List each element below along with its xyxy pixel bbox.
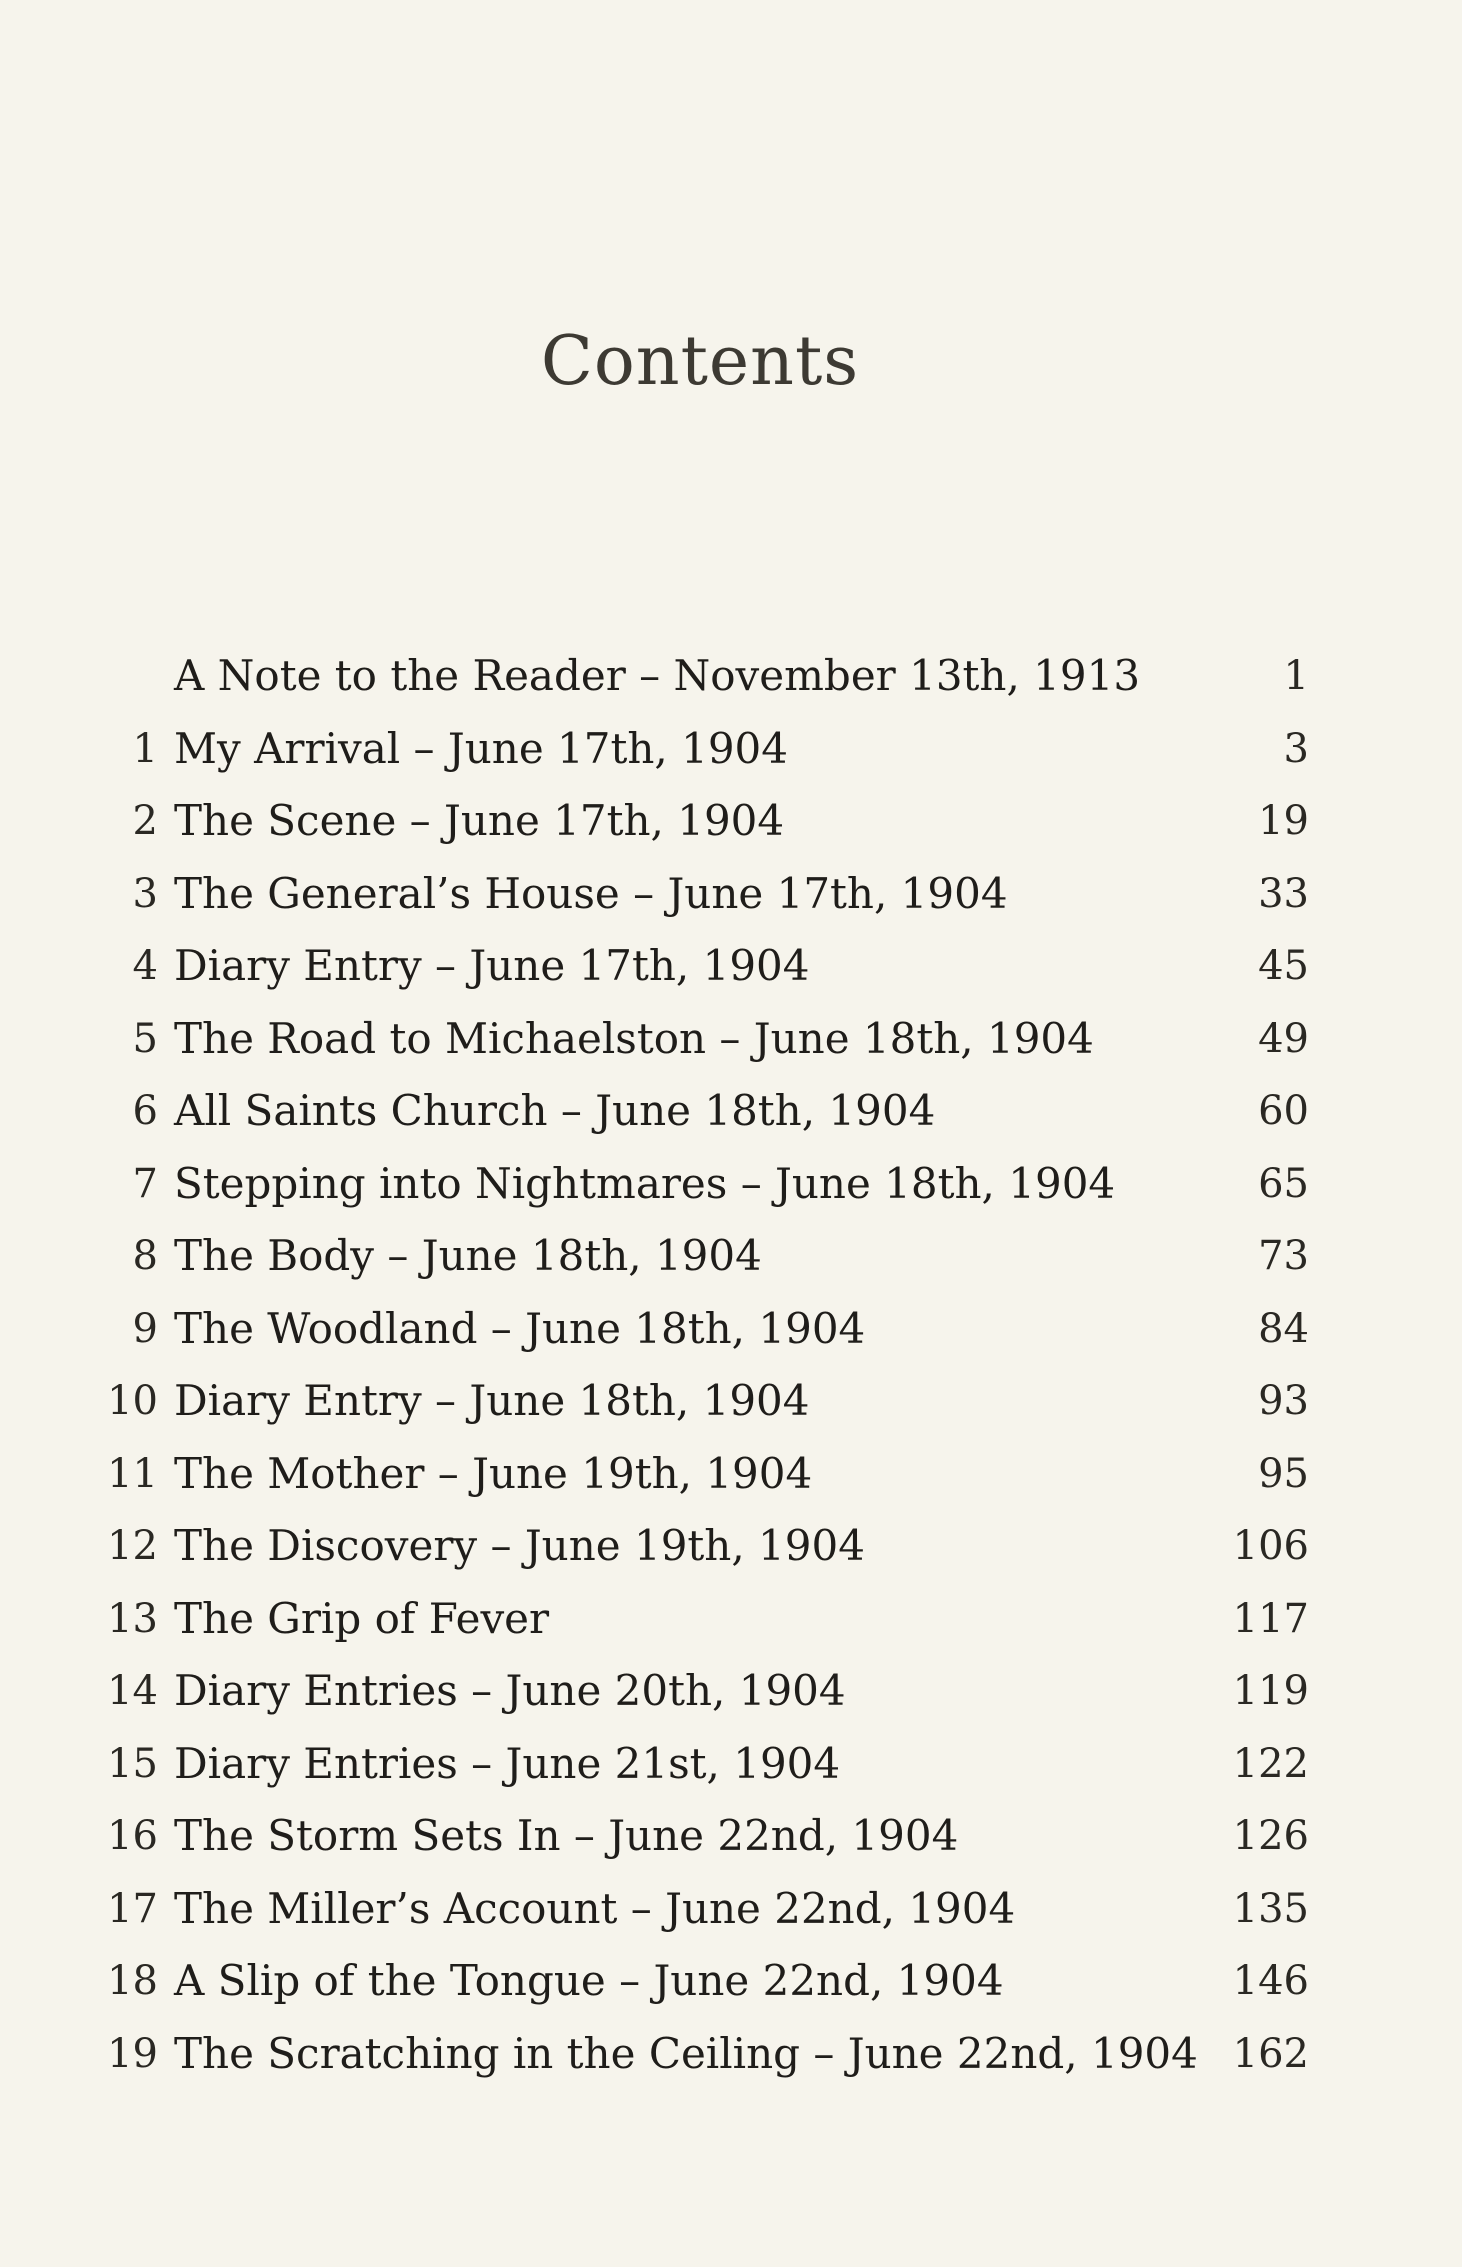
chapter-number: 3: [132, 870, 158, 917]
chapter-number: 4: [132, 943, 158, 989]
toc-entry: [0, 1365, 1462, 1438]
toc-entry: [0, 1003, 1462, 1076]
chapter-title: All Saints Church – June 18th, 1904: [174, 1086, 936, 1135]
chapter-number: 10: [107, 1378, 158, 1424]
chapter-title: Diary Entries – June 20th, 1904: [174, 1666, 846, 1715]
page-number: 3: [1283, 725, 1309, 772]
page-number: 119: [1232, 1668, 1309, 1714]
toc-entry: [0, 930, 1462, 1003]
page-number: 126: [1232, 1813, 1309, 1859]
chapter-number: 18: [107, 1958, 158, 2004]
page-number: 106: [1232, 1523, 1309, 1569]
toc-entry: [0, 1075, 1462, 1148]
chapter-number: 12: [107, 1523, 158, 1569]
chapter-number: 17: [107, 1885, 158, 1932]
chapter-title: Diary Entry – June 17th, 1904: [174, 941, 810, 990]
chapter-title: The Mother – June 19th, 1904: [174, 1448, 813, 1498]
page-number: 19: [1258, 798, 1309, 844]
page-number: 33: [1258, 870, 1309, 917]
page-number: 95: [1258, 1450, 1309, 1497]
toc-entry: [0, 1945, 1462, 2018]
toc-entry: [0, 1728, 1462, 1801]
chapter-title: The Woodland – June 18th, 1904: [174, 1303, 866, 1353]
page-number: 60: [1258, 1088, 1309, 1134]
page-number: 162: [1232, 2030, 1309, 2077]
chapter-title: The Road to Michaelston – June 18th, 1904: [174, 1013, 1094, 1063]
chapter-title: Stepping into Nightmares – June 18th, 1904: [174, 1158, 1116, 1208]
page-number: 93: [1258, 1378, 1309, 1424]
chapter-title: The Grip of Fever: [174, 1593, 550, 1643]
page-number: 45: [1258, 943, 1309, 989]
chapter-title: My Arrival – June 17th, 1904: [174, 723, 789, 773]
page-number: 73: [1258, 1233, 1309, 1279]
toc-entry: [0, 858, 1462, 931]
chapter-title: Diary Entries – June 21st, 1904: [174, 1738, 841, 1788]
toc-entry: [0, 713, 1462, 786]
page-number: 135: [1232, 1885, 1309, 1932]
chapter-title: The Scene – June 17th, 1904: [174, 796, 785, 845]
toc-entry: [0, 1583, 1462, 1656]
chapter-number: 13: [107, 1595, 158, 1642]
chapter-number: 15: [107, 1740, 158, 1787]
page-number: 117: [1232, 1595, 1309, 1642]
page-title: Contents: [540, 322, 860, 401]
page-number: 146: [1232, 1958, 1309, 2004]
chapter-title: The Storm Sets In – June 22nd, 1904: [174, 1811, 959, 1860]
chapter-number: 14: [107, 1668, 158, 1714]
toc-entry: [0, 1800, 1462, 1873]
page-number: 49: [1258, 1015, 1309, 1062]
toc-entry: [0, 640, 1462, 713]
toc-entry: [0, 1510, 1462, 1583]
chapter-number: 8: [132, 1233, 158, 1279]
toc-entry: [0, 1293, 1462, 1366]
page-number: 1: [1283, 653, 1309, 699]
toc-entry: [0, 1438, 1462, 1511]
chapter-number: 9: [132, 1305, 158, 1352]
chapter-number: 16: [107, 1813, 158, 1859]
chapter-title: The Discovery – June 19th, 1904: [174, 1521, 865, 1570]
page-number: 65: [1258, 1160, 1309, 1207]
toc-entry: [0, 1655, 1462, 1728]
toc-entry: [0, 785, 1462, 858]
page-number: 122: [1232, 1740, 1309, 1787]
chapter-title: The General’s House – June 17th, 1904: [174, 868, 1008, 918]
chapter-number: 2: [132, 798, 158, 844]
toc-entry: [0, 1148, 1462, 1221]
chapter-title: A Note to the Reader – November 13th, 1913: [174, 651, 1141, 700]
chapter-title: The Body – June 18th, 1904: [174, 1231, 762, 1280]
chapter-number: 19: [107, 2030, 158, 2077]
chapter-number: 1: [132, 725, 158, 772]
chapter-title: A Slip of the Tongue – June 22nd, 1904: [174, 1956, 1004, 2005]
chapter-number: 11: [107, 1450, 158, 1497]
chapter-title: The Miller’s Account – June 22nd, 1904: [174, 1883, 1016, 1933]
chapter-number: 6: [132, 1088, 158, 1134]
toc-entry: [0, 1873, 1462, 1946]
page-number: 84: [1258, 1305, 1309, 1352]
chapter-number: 7: [132, 1160, 158, 1207]
toc-entry: [0, 1220, 1462, 1293]
chapter-title: The Scratching in the Ceiling – June 22nd, 1904: [174, 2028, 1198, 2078]
chapter-number: 5: [132, 1015, 158, 1062]
chapter-title: Diary Entry – June 18th, 1904: [174, 1376, 810, 1425]
toc-entry: [0, 2018, 1462, 2091]
table-of-contents: [0, 640, 1462, 2090]
